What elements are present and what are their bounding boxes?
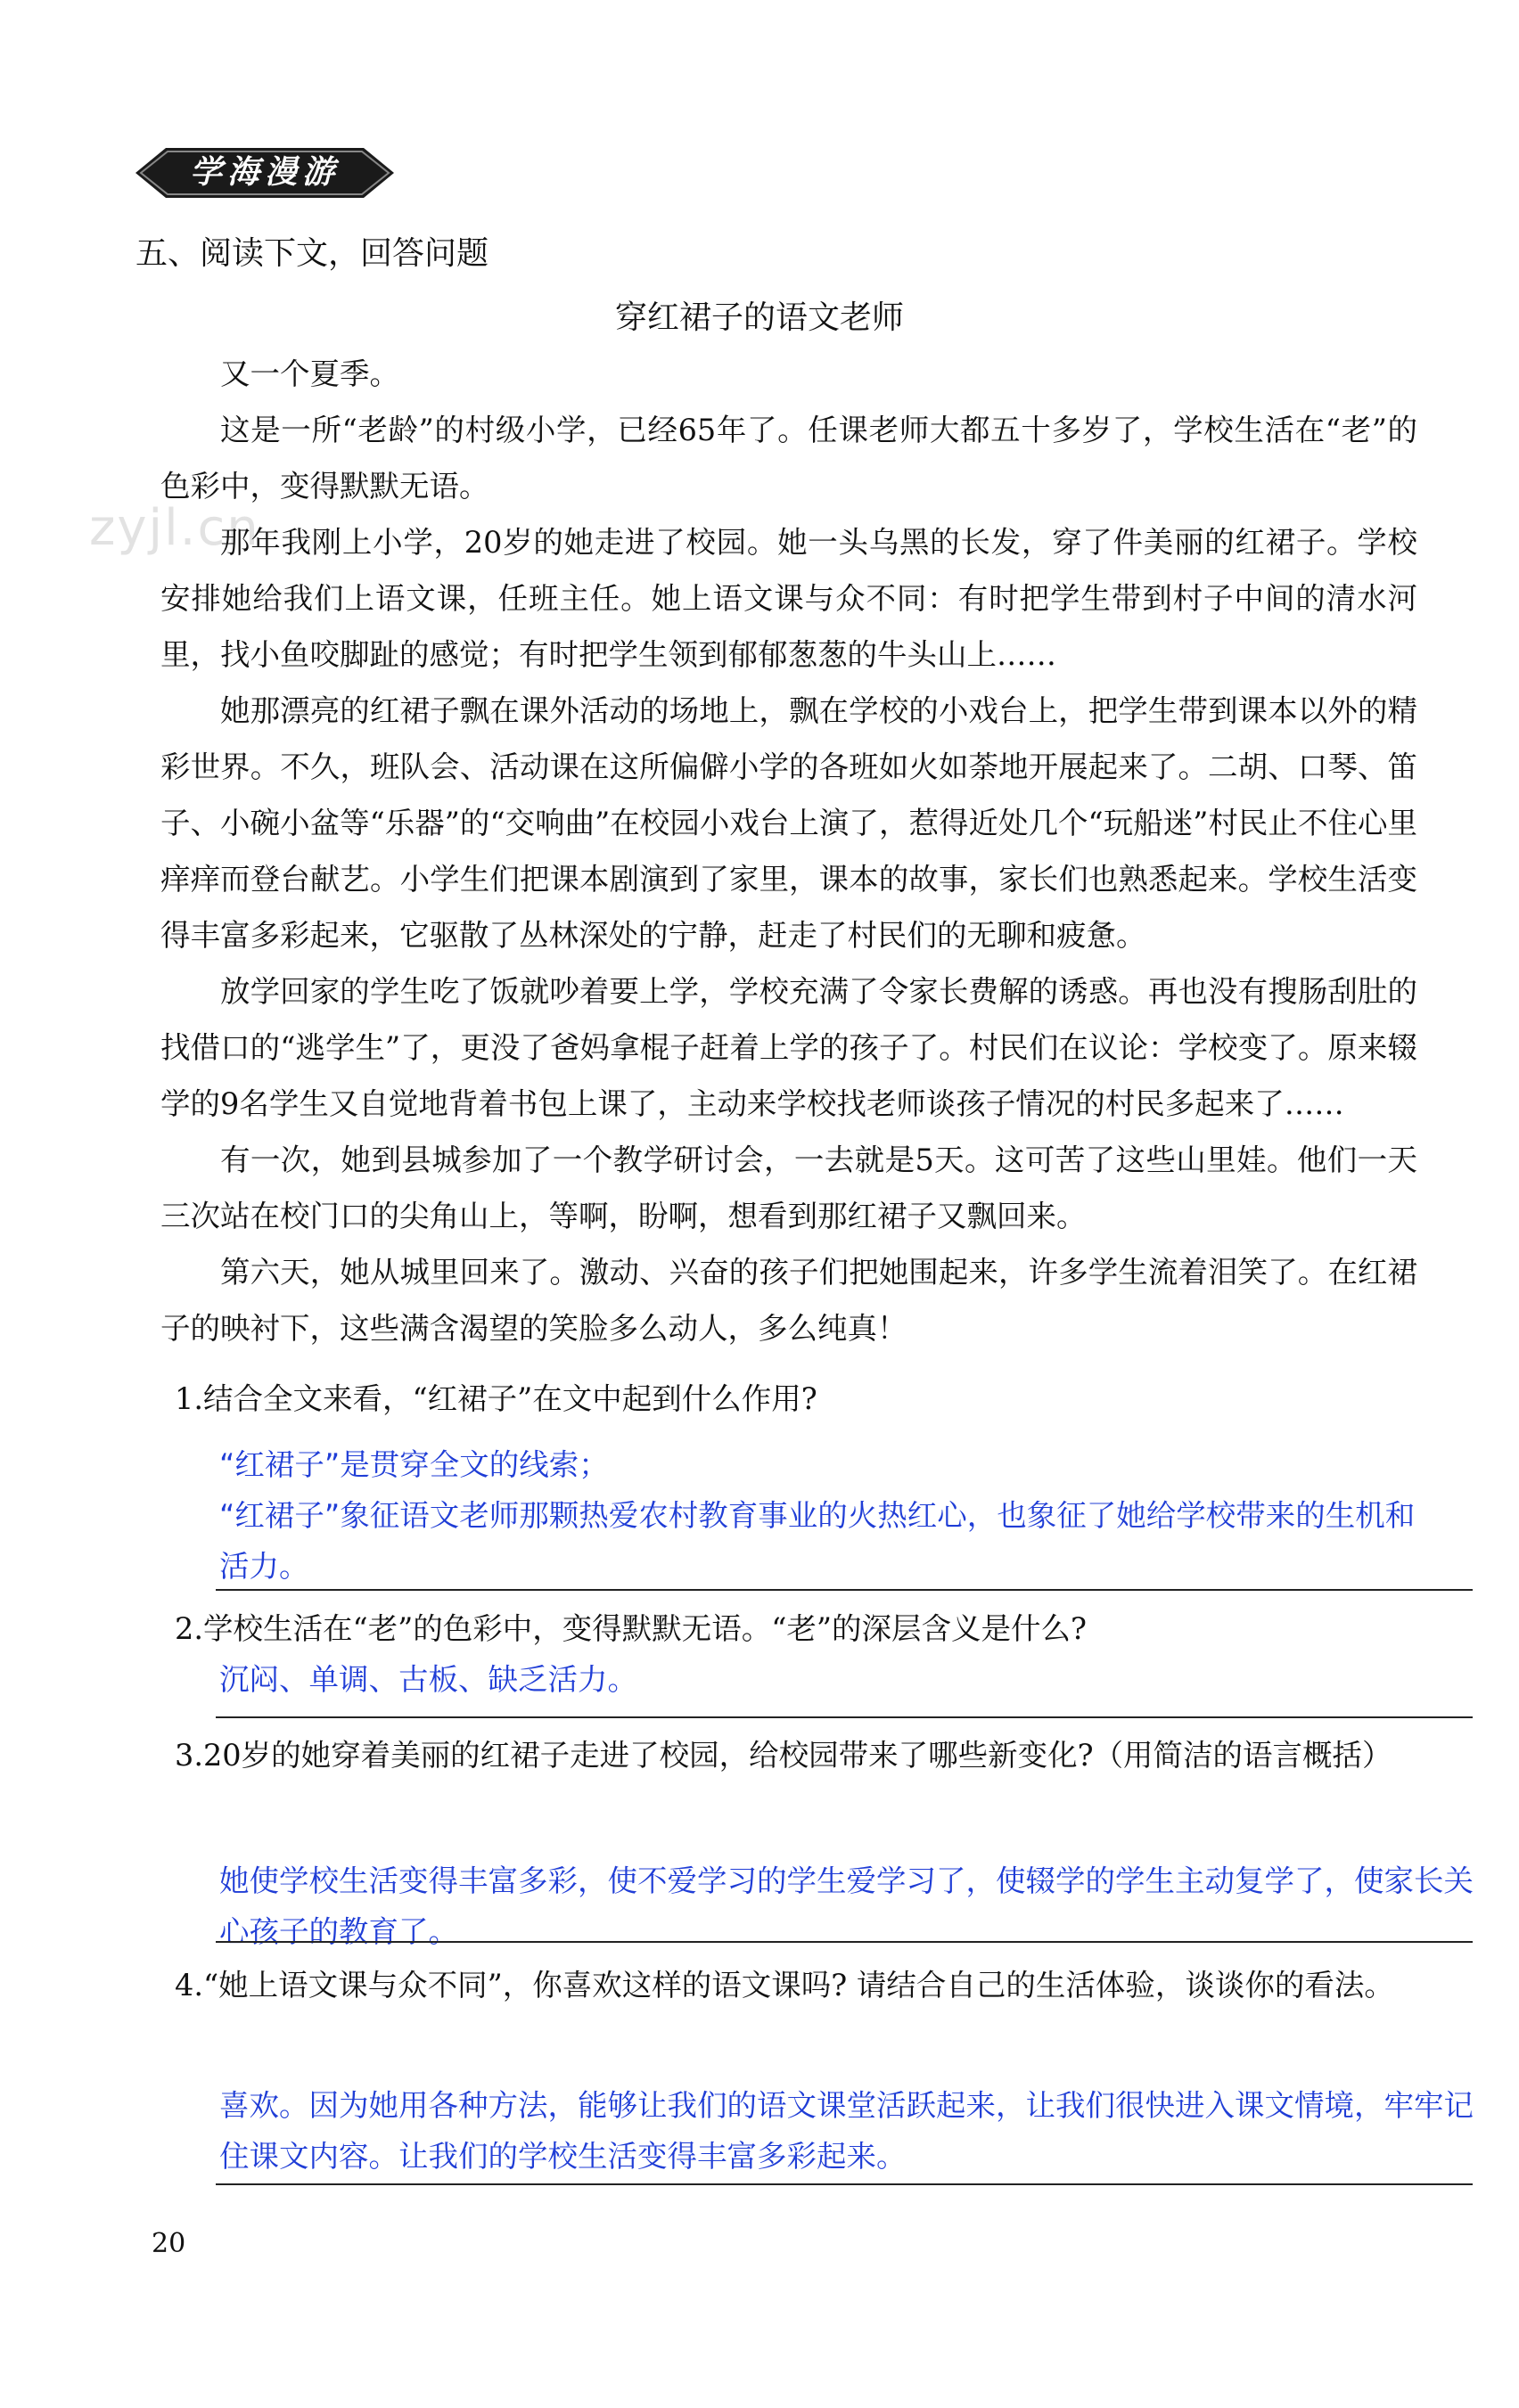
question-text: “她上语文课与众不同”，你喜欢这样的语文课吗? 请结合自己的生活体验，谈谈你的看法。 [202, 1968, 1394, 2003]
question-text: 学校生活在“老”的色彩中，变得默默无语。“老”的深层含义是什么? [202, 1611, 1087, 1646]
question-4 [160, 1957, 1432, 2013]
question-1 [160, 1371, 817, 1427]
article-paragraph: 有一次，她到县城参加了一个教学研讨会，一去就是5天。这可苦了这些山里娃。他们一天三次站在校门口的尖角山上，等啊，盼啊，想看到那红裙子又飘回来。 [160, 1143, 1417, 1233]
answer-1 [160, 1439, 1417, 1592]
section-banner [135, 144, 394, 201]
answer-rule [216, 1589, 1473, 1591]
answer-line: “红裙子”象征语文老师那颗热爱农村教育事业的火热红心，也象征了她给学校带来的生机和活力。 [219, 1498, 1416, 1584]
question-text: 20岁的她穿着美丽的红裙子走进了校园，给校园带来了哪些新变化?（用简洁的语言概括） [202, 1738, 1392, 1773]
question-number: 4. [175, 1968, 203, 2003]
question-text: 结合全文来看，“红裙子”在文中起到什么作用? [202, 1381, 817, 1416]
question-number: 2. [175, 1611, 203, 1646]
question-3 [160, 1727, 1432, 1783]
question-number: 3. [175, 1738, 203, 1773]
article-body [160, 346, 1417, 1356]
article-paragraph: 第六天，她从城里回来了。激动、兴奋的孩子们把她围起来，许多学生流着泪笑了。在红裙子的映衬下，这些满含渴望的笑脸多么动人，多么纯真！ [160, 1255, 1417, 1346]
article-paragraph: 那年我刚上小学，20岁的她走进了校园。她一头乌黑的长发，穿了件美丽的红裙子。学校安排她给我们上语文课，任班主任。她上语文课与众不同：有时把学生带到村子中间的清水河里，找小鱼咬脚趾的感觉；有时把学生领到郁郁葱葱的牛头山上…… [160, 525, 1417, 672]
article-paragraph: 她那漂亮的红裙子飘在课外活动的场地上，飘在学校的小戏台上，把学生带到课本以外的精彩世界。不久，班队会、活动课在这所偏僻小学的各班如火如荼地开展起来了。二胡、口琴、笛子、小碗小盆等“乐器”的“交响曲”在校园小戏台上演了，惹得近处几个“玩船迷”村民止不住心里痒痒而登台献艺。小学生们把课本剧演到了家里，课本的故事，家长们也熟悉起来。学校生活变得丰富多彩起来，它驱散了丛林深处的宁静，赶走了村民们的无聊和疲惫。 [160, 693, 1417, 953]
answer-line: 她使学校生活变得丰富多彩，使不爱学习的学生爱学习了，使辍学的学生主动复学了，使家长关心孩子的教育了。 [219, 1863, 1474, 1949]
article-paragraph: 这是一所“老龄”的村级小学，已经65年了。任课老师大都五十多岁了，学校生活在“老”的色彩中，变得默默无语。 [160, 413, 1417, 504]
article-paragraph: 又一个夏季。 [220, 356, 399, 391]
answer-rule [216, 1716, 1473, 1718]
page-number: 20 [152, 2228, 186, 2259]
question-number: 1. [175, 1381, 203, 1416]
article-paragraph: 放学回家的学生吃了饭就吵着要上学，学校充满了令家长费解的诱惑。再也没有搜肠刮肚的找借口的“逃学生”了，更没了爸妈拿棍子赶着上学的孩子了。村民们在议论：学校变了。原来辍学的9名学生又自觉地背着书包上课了，主动来学校找老师谈孩子情况的村民多起来了…… [160, 974, 1417, 1121]
answer-line: 喜欢。因为她用各种方法，能够让我们的语文课堂活跃起来，让我们很快进入课文情境，牢牢记住课文内容。让我们的学校生活变得丰富多彩起来。 [219, 2088, 1474, 2174]
answer-rule [216, 1941, 1473, 1943]
question-2 [160, 1601, 1087, 1657]
answer-line: 沉闷、单调、古板、缺乏活力。 [219, 1662, 637, 1697]
watermark-text: zyjl.cn [89, 499, 260, 557]
answer-2 [160, 1654, 637, 1705]
banner-label: 学海漫游 [189, 154, 340, 191]
answer-line: “红裙子”是贯穿全文的线索； [219, 1447, 609, 1482]
article-title: 穿红裙子的语文老师 [614, 299, 904, 336]
answer-4 [160, 2080, 1485, 2182]
section-title: 五、阅读下文，回答问题 [135, 235, 489, 272]
answer-rule [216, 2183, 1473, 2185]
